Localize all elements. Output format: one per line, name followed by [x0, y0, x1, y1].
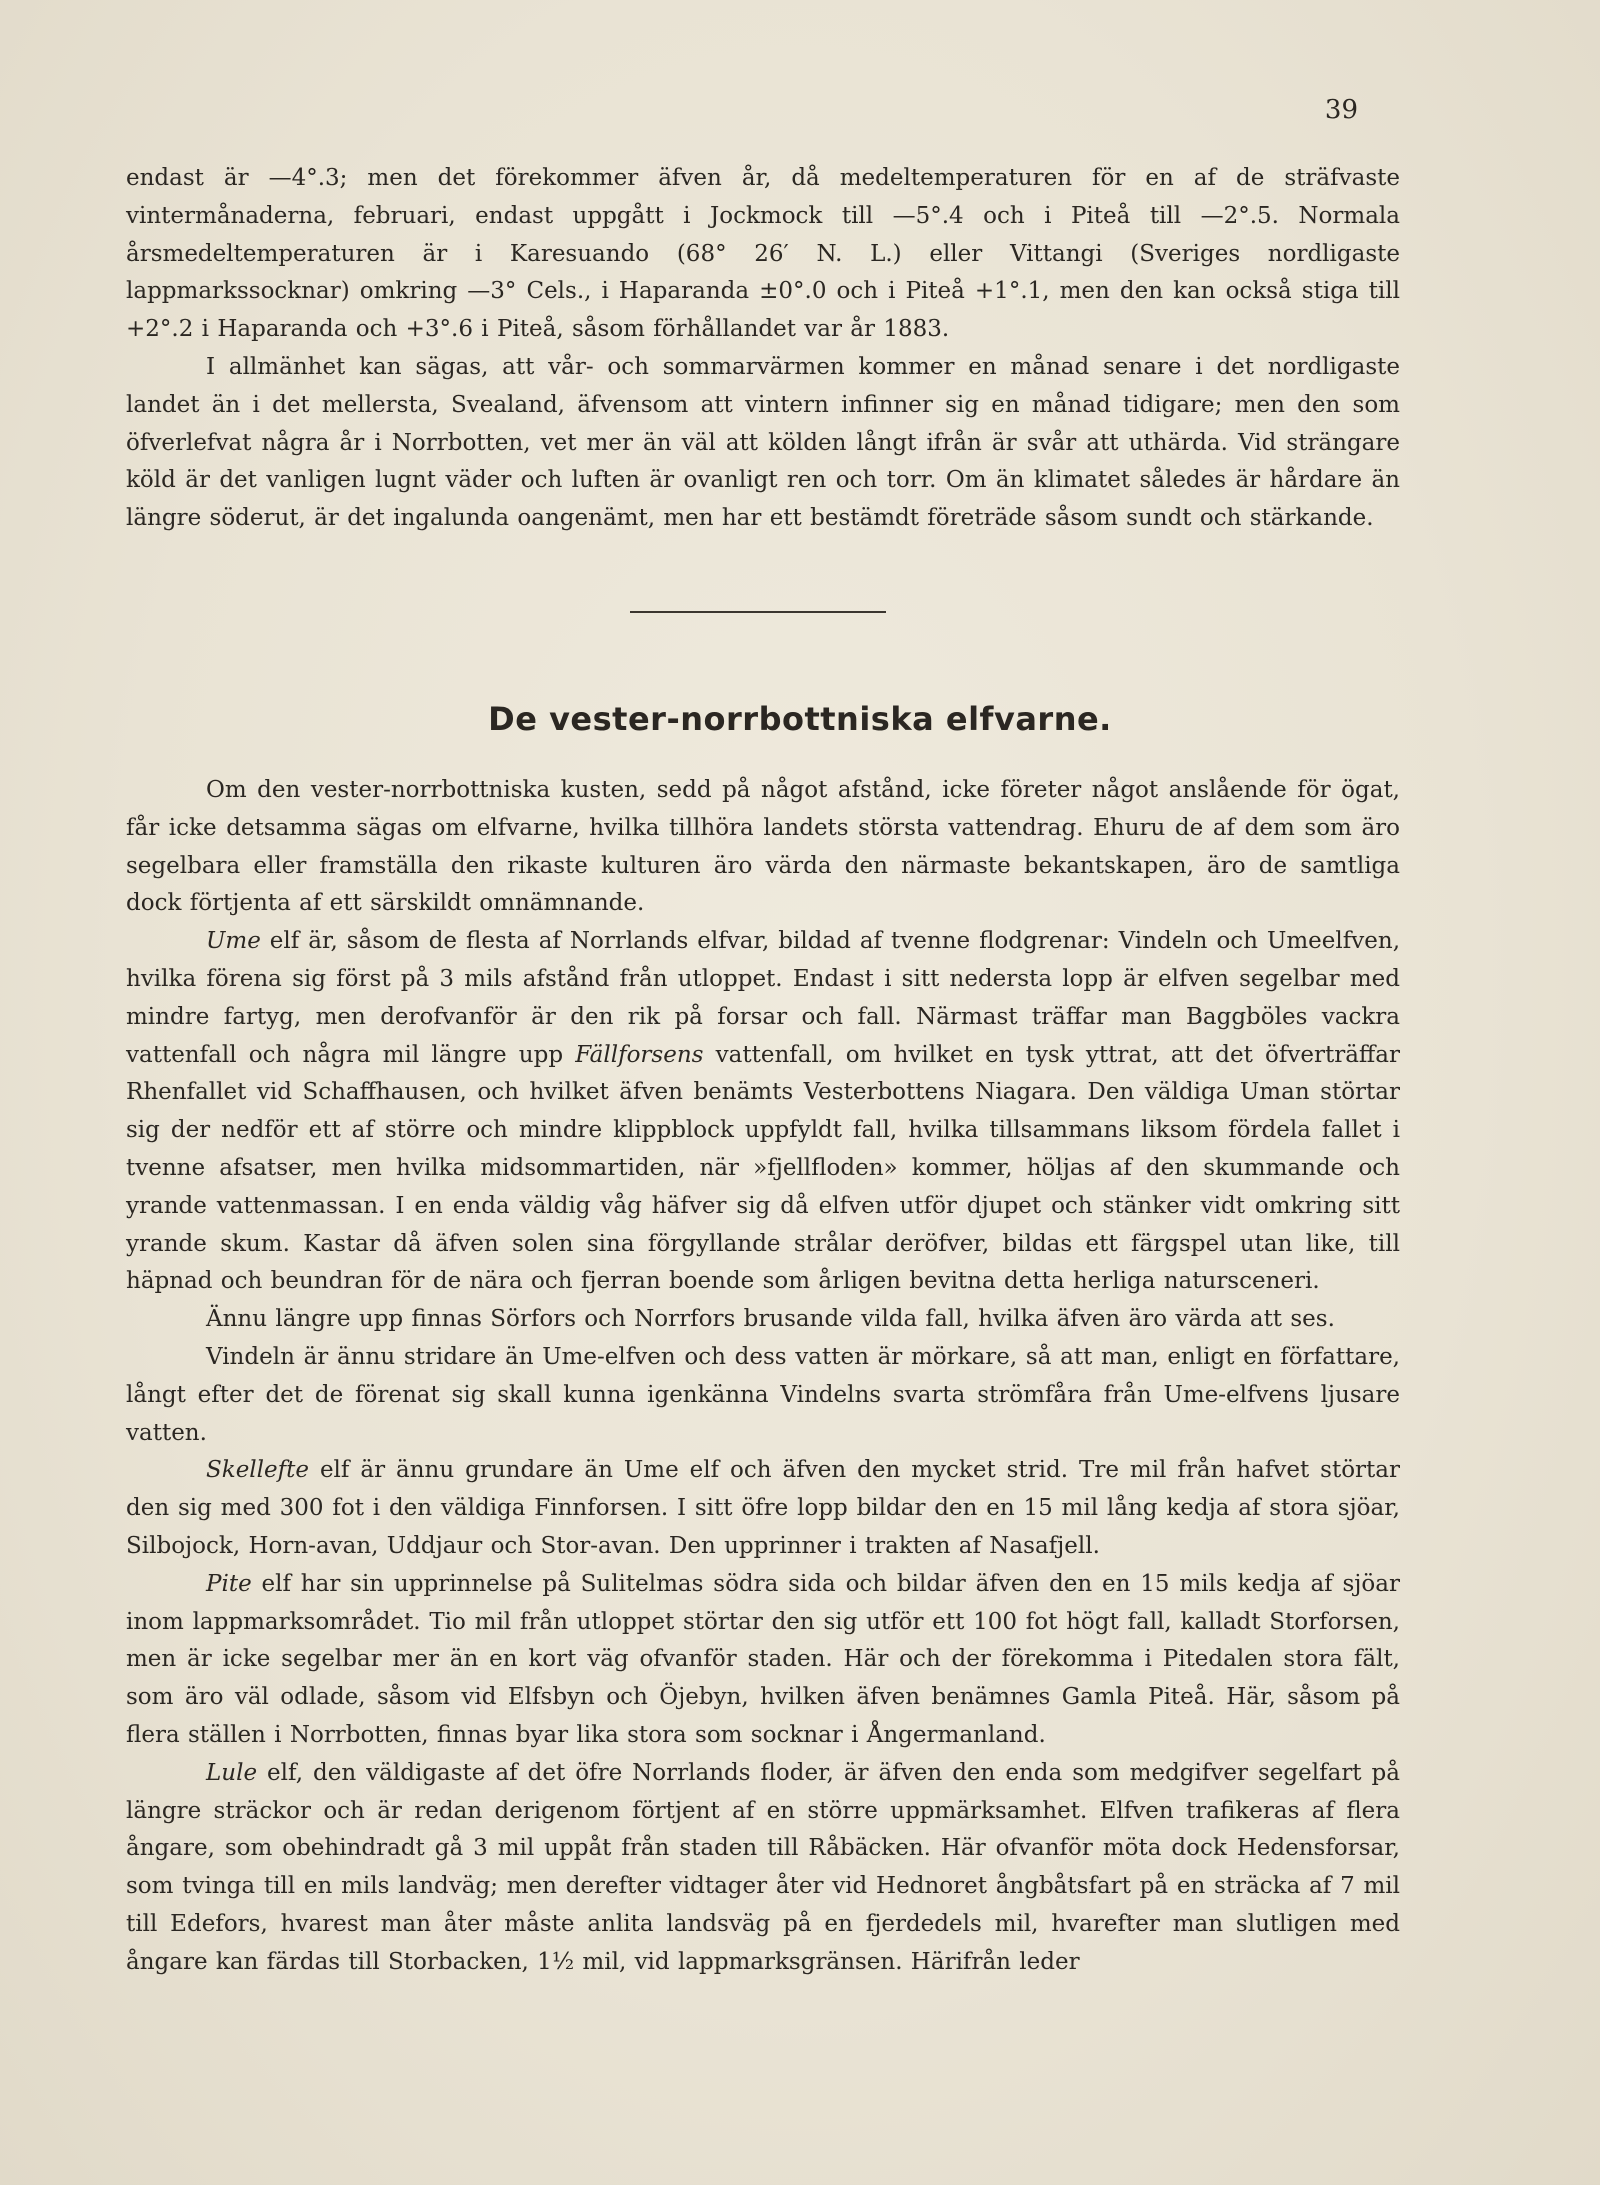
pite-paragraph — [126, 1566, 1400, 1755]
section-divider — [630, 611, 886, 613]
climate-paragraph-2: I allmänhet kan sägas, att vår- och sommarvärmen kommer en månad senare i det nordligaste landet än i det mellersta, Svealand, äfvensom att vintern infinner sig en månad tidigare; men den som öfverlefvat några år i Norrbotten, vet mer än väl att kölden långt ifrån är svår att uthärda. Vid strängare köld är det vanligen lugnt väder och luften är ovanligt ren och torr. Om än klimatet således är hårdare än längre söderut, är det ingalunda oangenämt, men har ett bestämdt företräde såsom sundt och stärkande. — [126, 353, 1400, 532]
lule-paragraph — [126, 1755, 1400, 1982]
climate-paragraph-1: endast är —4°.3; men det förekommer äfven år, då medeltemperaturen för en af de sträfvaste vintermånaderna, februari, endast uppgått i Jockmock till —5°.4 och i Piteå till —2°.5. Normala årsmedeltemperaturen är i Karesuando (68° 26′ N. L.) eller Vittangi (Sveriges nordligaste lappmarkssocknar) omkring —3° Cels., i Haparanda ±0°.0 och i Piteå +1°.1, men den kan också stiga till +2°.2 i Haparanda och +3°.6 i Piteå, såsom förhållandet var år 1883. — [126, 165, 1400, 343]
ume-paragraph — [126, 923, 1400, 1301]
vindeln-paragraph: Vindeln är ännu stridare än Ume-elfven och dess vatten är mörkare, så att man, enligt en författare, långt efter det de förenat sig skall kunna igenkänna Vindelns svarta strömfåra från Ume-elfvens ljusare vatten. — [126, 1343, 1400, 1446]
river-name-lule: Lule — [206, 1759, 258, 1786]
river-name-ume: Ume — [206, 928, 261, 955]
page-number: 39 — [1324, 95, 1358, 125]
ume-text-a: elf är, såsom de flesta af Norrlands elfvar, bildad af tvenne flodgrenar: Vindeln och Umeelfven, hvilka förena sig först på 3 mils afstånd från utloppet. Endast i sitt nedersta lopp är elfven segelbar med mindre fartyg, men derofvanför är den rik på forsar och fall. Närmast träffar man Baggböles vackra vattenfall och några mil längre upp — [126, 928, 1400, 1068]
pite-text: elf har sin upprinnelse på Sulitelmas södra sida och bildar äfven den en 15 mils kedja af sjöar inom lappmarksområdet. Tio mil från utloppet störtar den sig utför ett 100 fot högt fall, kalladt Storforsen, men är icke segelbar mer än en kort väg ofvanför staden. Här och der förekomma i Pitedalen stora fält, som äro väl odlade, såsom vid Elfsbyn och Öjebyn, hvilken äfven benämnes Gamla Piteå. Här, såsom på flera ställen i Norrbotten, finnas byar lika stora som socknar i Ångermanland. — [126, 1570, 1400, 1748]
rivers-intro-paragraph: Om den vester-norrbottniska kusten, sedd på något afstånd, icke företer något anslående för ögat, får icke detsamma sägas om elfvarne, hvilka tillhöra landets största vattendrag. Ehuru de af dem som äro segelbara eller framställa den rikaste kulturen äro värda den närmaste bekantskapen, äro de samtliga dock förtjenta af ett särskildt omnämnande. — [126, 777, 1400, 917]
ume-text-b: vattenfall, om hvilket en tysk yttrat, att det öfverträffar Rhenfallet vid Schaffhausen, och hvilket äfven benämts Vesterbottens Niagara. Den väldiga Uman störtar sig der nedför ett af större och mindre klippblock uppfyldt fall, hvilka tillsammans liksom fördela fallet i tvenne afsatser, men hvilka midsommartiden, när »fjellfloden» kommer, höljas af den skummande och yrande vattenmassan. I en enda väldig våg häfver sig då elfven utför djupet och stänker vidt omkring sitt yrande skum. Kastar då äfven solen sina förgyllande strålar deröfver, bildas ett färgspel utan like, till häpnad och beundran för de nära och fjerran boende som årligen bevitna detta herliga natursceneri. — [126, 1041, 1400, 1295]
fallforsen-name: Fällforsens — [575, 1041, 704, 1068]
lule-text: elf, den väldigaste af det öfre Norrlands floder, är äfven den enda som medgifver segelfart på längre sträckor och är redan derigenom förtjent af en större uppmärksamhet. Elfven trafikeras af flera ångare, som obehindradt gå 3 mil uppåt från staden till Råbäcken. Här ofvanför möta dock Hedensforsar, som tvinga till en mils landväg; men derefter vidtager åter vid Hednoret ångbåtsfart på en sträcka af 7 mil till Edefors, hvarest man åter måste anlita landsväg på en fjerdedels mil, hvarefter man slutligen med ångare kan färdas till Storbacken, 1½ mil, vid lappmarksgränsen. Härifrån leder — [126, 1759, 1400, 1975]
river-name-skellefte: Skellefte — [206, 1457, 309, 1484]
river-name-pite: Pite — [206, 1570, 252, 1597]
section-heading: De vester-norrbottniska elfvarne. — [488, 700, 1112, 738]
annu-paragraph: Ännu längre upp finnas Sörfors och Norrfors brusande vilda fall, hvilka äfven äro värda att ses. — [206, 1306, 1335, 1333]
rivers-section — [126, 772, 1400, 1982]
climate-section — [126, 160, 1400, 538]
skellefte-text: elf är ännu grundare än Ume elf och äfven den mycket strid. Tre mil från hafvet störtar den sig med 300 fot i den väldiga Finnforsen. I sitt öfre lopp bildar den en 15 mil lång kedja af stora sjöar, Silbojock, Horn-avan, Uddjaur och Stor-avan. Den upprinner i trakten af Nasafjell. — [126, 1457, 1400, 1559]
skellefte-paragraph — [126, 1452, 1400, 1565]
